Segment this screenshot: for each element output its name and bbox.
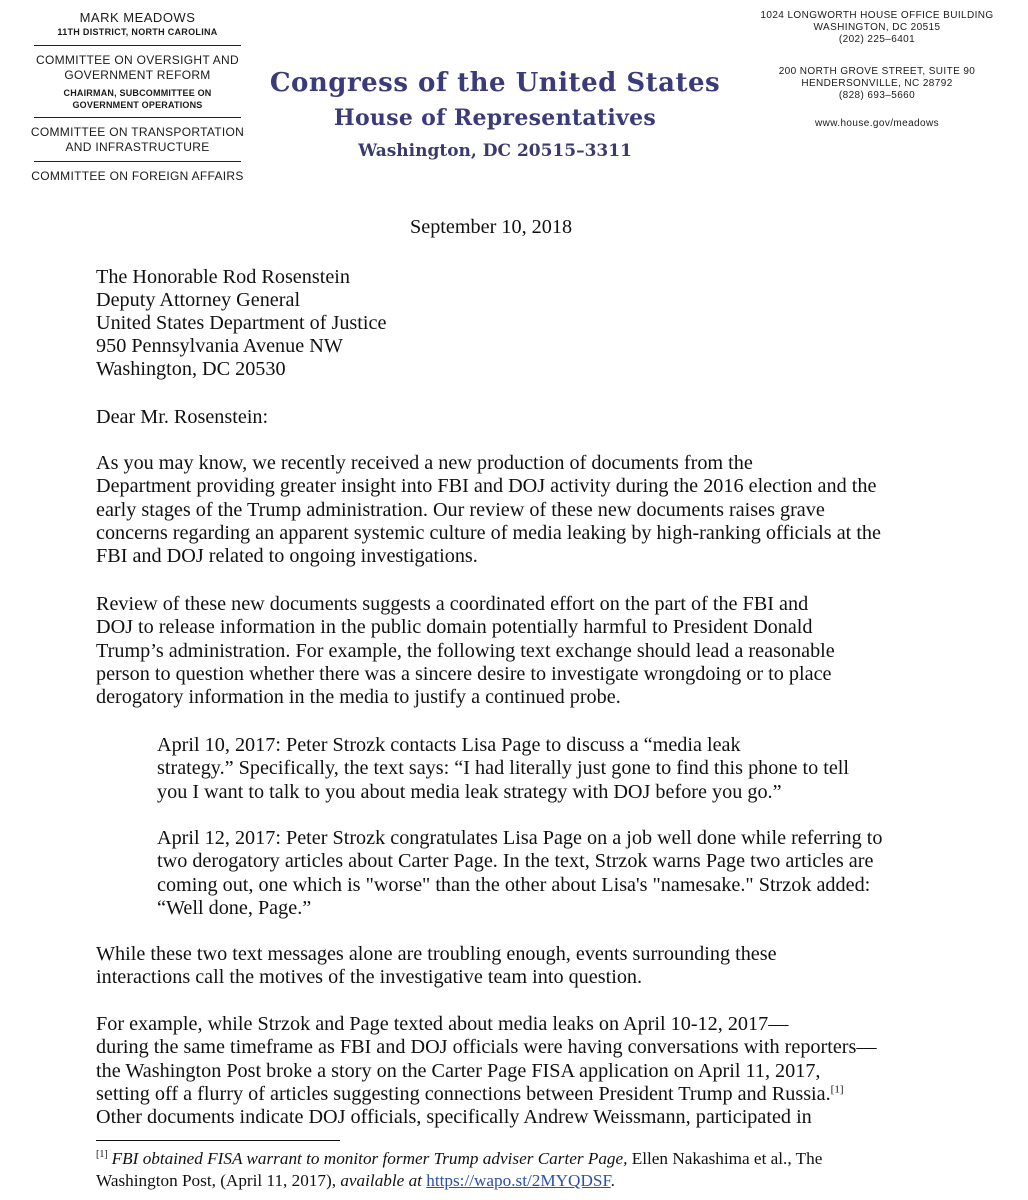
paragraph-2: Review of these new documents suggests a coordinated effort on the part of the FBI and DOJ to release information in the public domain potentially harmful to President Donald Trump’s administration. For example, the following text exchange should lead a reasonable person to question whether there was a sincere desire to investigate wrongdoing or to place derogatory information in the media to justify a continued probe.	[96, 593, 835, 709]
committee-oversight-name: COMMITTEE ON OVERSIGHT AND GOVERNMENT REFORM	[36, 53, 239, 82]
office-city: Washington, DC 20515–3311	[358, 141, 632, 161]
district-office-line1: 200 NORTH GROVE STREET, SUITE 90	[778, 66, 976, 77]
letter-date: September 10, 2018	[410, 216, 573, 238]
salutation: Dear Mr. Rosenstein:	[96, 406, 269, 428]
letterhead-left	[20, 10, 255, 190]
committee-foreign-affairs: COMMITTEE ON FOREIGN AFFAIRS	[31, 169, 244, 183]
footnote-title: FBI obtained FISA warrant to monitor former Trump adviser Carter Page,	[111, 1149, 628, 1168]
footnote-authors: Ellen Nakashima et al., The	[627, 1149, 823, 1168]
letterhead-right	[752, 10, 1002, 130]
quote-april-10: April 10, 2017: Peter Strozk contacts Lisa Page to discuss a “media leak strategy.” Specifically, the text says: “I had literally just gone to find this phone to tell you I want to talk to you about media leak strategy with DOJ before you go.”	[157, 734, 849, 803]
district-office-line2: HENDERSONVILLE, NC 28792	[801, 78, 953, 89]
district-office-phone: (828) 693–5660	[838, 90, 916, 101]
letterhead-center	[255, 68, 735, 162]
dc-office-line1: 1024 LONGWORTH HOUSE OFFICE BUILDING	[760, 10, 994, 21]
dc-office	[752, 10, 1002, 46]
recipient-line: United States Department of Justice	[96, 312, 387, 334]
committee-oversight-role: CHAIRMAN, SUBCOMMITTEE ON	[63, 88, 212, 98]
recipient-line: The Honorable Rod Rosenstein	[96, 266, 350, 288]
committee-oversight	[20, 46, 255, 117]
footnote-marker: [1]	[96, 1149, 108, 1161]
footnote-end: .	[610, 1171, 615, 1190]
paragraph-4	[96, 1013, 996, 1129]
congress-title: Congress of the United States	[269, 68, 721, 98]
footnote-source: Washington Post, (April 11, 2017),	[96, 1171, 341, 1190]
paragraph-4-tail: Other documents indicate DOJ officials, specifically Andrew Weissmann, participated in	[96, 1106, 812, 1129]
recipient-line: 950 Pennsylvania Avenue NW	[96, 335, 343, 357]
committee-transportation: COMMITTEE ON TRANSPORTATION AND INFRASTRUCTURE	[30, 125, 245, 154]
footnote-reference[interactable]: [1]	[830, 1083, 844, 1096]
quote-april-12: April 12, 2017: Peter Strozk congratulates Lisa Page on a job well done while referring to two derogatory articles about Carter Page. In the text, Strzok warns Page two articles are coming out, one which is "worse" than the other about Lisa's "namesake." Strzok added: “Well done, Page.”	[157, 827, 883, 919]
house-title: House of Representatives	[333, 105, 657, 131]
footnote-link[interactable]: https://wapo.st/2MYQDSF	[426, 1171, 611, 1190]
committee-oversight-subcommittee: GOVERNMENT OPERATIONS	[72, 100, 203, 110]
recipient-line: Deputy Attorney General	[96, 289, 301, 311]
member-name: MARK MEADOWS	[79, 10, 196, 25]
recipient-address	[96, 266, 386, 381]
dc-office-line2: WASHINGTON, DC 20515	[813, 22, 941, 33]
paragraph-4-text: For example, while Strzok and Page texted about media leaks on April 10-12, 2017— during the same timeframe as FBI and DOJ officials were having conversations with reporters— the Washington Post broke a story on the Carter Page FISA application on April 11, 2017, setting off a flurry of articles suggesting connections between President Trump and Russia.	[96, 1013, 877, 1105]
website: www.house.gov/meadows	[814, 118, 939, 129]
footnote-available-at: available at	[340, 1171, 422, 1190]
district-office	[752, 66, 1002, 102]
paragraph-1: As you may know, we recently received a new production of documents from the Department providing greater insight into FBI and DOJ activity during the 2016 election and the early stages of the Trump administration. Our review of these new documents raises grave concerns regarding an apparent systemic culture of media leaking by high-ranking officials at the FBI and DOJ related to ongoing investigations.	[96, 452, 881, 568]
paragraph-3: While these two text messages alone are troubling enough, events surrounding these interactions call the motives of the investigative team into question.	[96, 943, 777, 989]
recipient-line: Washington, DC 20530	[96, 358, 286, 380]
footnote-divider	[96, 1140, 340, 1141]
footnote-1	[96, 1148, 996, 1192]
dc-office-phone: (202) 225–6401	[838, 34, 916, 45]
member-district: 11TH DISTRICT, NORTH CAROLINA	[57, 27, 218, 37]
